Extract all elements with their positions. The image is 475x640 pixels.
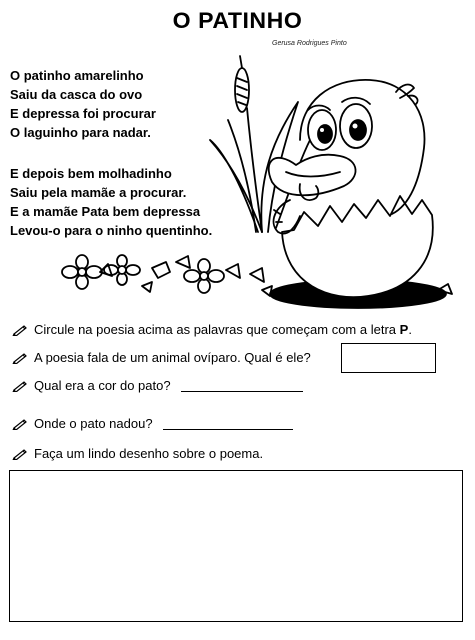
answer-line[interactable] <box>163 417 293 430</box>
question-5 <box>12 446 263 461</box>
author-credit: Gerusa Rodrigues Pinto <box>272 40 347 47</box>
question-text: Faça um lindo desenho sobre o poema. <box>34 446 264 461</box>
pencil-icon <box>12 418 28 430</box>
pencil-icon <box>12 324 28 336</box>
poem-line: Saiu da casca do ovo <box>10 87 143 102</box>
pencil-icon <box>12 380 28 392</box>
question-text: A poesia fala de um animal ovíparo. Qual é ele? <box>34 350 311 365</box>
question-text: Circule na poesia acima as palavras que começam com a letra <box>34 322 397 337</box>
question-text: Qual era a cor do pato? <box>34 378 171 393</box>
pencil-icon <box>12 448 28 460</box>
highlight-letter: P <box>399 322 409 337</box>
poem-line: Saiu pela mamãe a procurar. <box>10 185 187 200</box>
question-1 <box>12 322 412 337</box>
poem-line: O patinho amarelinho <box>10 68 144 83</box>
poem-line: E depressa foi procurar <box>10 106 156 121</box>
question-4 <box>12 416 293 431</box>
answer-line[interactable] <box>181 379 303 392</box>
question-text: Onde o pato nadou? <box>34 416 153 431</box>
drawing-box[interactable] <box>9 470 463 622</box>
question-3 <box>12 378 303 393</box>
poem-line: O laguinho para nadar. <box>10 125 151 140</box>
answer-box[interactable] <box>341 343 436 373</box>
poem-line: E depois bem molhadinho <box>10 166 172 181</box>
poem-line: Levou-o para o ninho quentinho. <box>10 223 213 238</box>
cattail-plant <box>210 56 310 232</box>
page-title: O PATINHO <box>172 8 303 33</box>
poem-line: E a mamãe Pata bem depressa <box>10 204 201 219</box>
question-end: . <box>408 322 412 337</box>
question-2 <box>12 350 311 365</box>
pencil-icon <box>12 352 28 364</box>
